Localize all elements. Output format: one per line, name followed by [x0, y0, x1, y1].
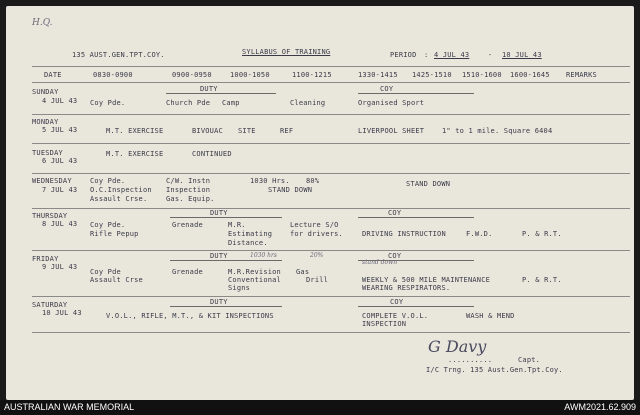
- col-date: DATE: [44, 71, 62, 79]
- thursday-item: P. & R.T.: [522, 230, 562, 238]
- friday-item: Coy Pde: [90, 268, 121, 276]
- signature: G Davy: [428, 337, 487, 356]
- thursday-item: Coy Pde.: [90, 221, 126, 229]
- sunday-duty-label: DUTY: [200, 85, 218, 93]
- friday-coy-label: COY: [388, 252, 402, 260]
- friday-day: FRIDAY: [32, 255, 59, 263]
- thursday-duty-label: DUTY: [210, 209, 228, 217]
- col-1100: 1100-1215: [292, 71, 332, 79]
- thursday-item: Rifle Pepup: [90, 230, 139, 238]
- document-title: SYLLABUS OF TRAINING: [242, 48, 331, 56]
- friday-item: WEEKLY & 500 MILE MAINTENANCE: [362, 276, 491, 284]
- monday-item: BIVOUAC: [192, 127, 223, 135]
- thursday-item: M.R.: [228, 221, 246, 229]
- thursday-date: 8 JUL 43: [42, 220, 78, 228]
- saturday-item: INSPECTION: [362, 320, 407, 328]
- wednesday-item: O.C.Inspection: [90, 186, 152, 194]
- thursday-item: Lecture S/O: [290, 221, 339, 229]
- sunday-item: Cleaning: [290, 99, 326, 107]
- archive-id: AWM2021.62.909: [564, 402, 636, 412]
- monday-item: LIVERPOOL SHEET: [358, 127, 425, 135]
- sunday-day: SUNDAY: [32, 88, 59, 96]
- sunday-item: Organised Sport: [358, 99, 425, 107]
- thursday-item: for drivers.: [290, 230, 343, 238]
- monday-item: SITE: [238, 127, 256, 135]
- table-top-rule: [32, 66, 630, 67]
- wednesday-day: WEDNESDAY: [32, 177, 72, 185]
- col-0830: 0830-0900: [93, 71, 133, 79]
- thursday-day: THURSDAY: [32, 212, 68, 220]
- friday-duty-label: DUTY: [210, 252, 228, 260]
- sunday-item: Camp: [222, 99, 240, 107]
- sunday-item: Church Pde: [166, 99, 211, 107]
- friday-item: Grenade: [172, 268, 203, 276]
- wednesday-item: Gas. Equip.: [166, 195, 215, 203]
- unit-name: 135 AUST.GEN.TPT.COY.: [72, 51, 165, 59]
- wednesday-item: Coy Pde.: [90, 177, 126, 185]
- sunday-coy-label: COY: [380, 85, 394, 93]
- friday-item: Gas: [296, 268, 310, 276]
- document-sheet: H.Q. 135 AUST.GEN.TPT.COY. SYLLABUS OF TRAINING PERIOD : 4 JUL 43 - 10 JUL 43 DATE 0830-0900 0900-0950 1000-1050 1100-1215 1330-1415 1425-1510 1510-1600 1600-1645 REMARKS DUTY COY SUNDAY 4 JUL 43 Coy Pde. Church Pde Camp Cleaning Organised Sport MONDAY 5 JUL 43 M.T. EXERCISE BIVOUAC SITE REF LIVERPOOL SHEET 1" to 1 mile. Square 6404 TUESDAY 6 JUL 43 M.T. EXERCISE CONTINUED WEDNESDAY 7 JUL 43 Coy Pde. O.C.Inspection Assault Crse. C/W. Instn Inspection Gas. Equip. 1030 Hrs. 80% STAND DOWN STAND DOWN DUTY COY THURSDAY 8 JUL 43 Coy Pde. Rifle Pepup Grenade M.R. Estimating Distance. Lecture S/O for drivers. DRIVING INSTRUCTION F.W.D. P. & R.T. DUTY 1030 hrs 20% COY stand down FRIDAY 9 JUL 43 Coy Pde Assault Crse Grenade M.R.Revision Conventional Signs Gas Drill WEEKLY & 500 MILE MAINTENANCE WEARING RESPIRATORS. P. & R.T. DUTY COY SATURDAY 10 JUL 43 V.O.L., RIFLE, M.T., & KIT INSPECTIONS COMPLETE V.O.L. INSPECTION WASH & MEND G Davy .......... Capt. I/C Trng. 135 Aust.Gen.Tpt.Coy.: [6, 6, 634, 400]
- wednesday-item: 80%: [306, 177, 320, 185]
- monday-item: 1" to 1 mile. Square 6404: [442, 127, 553, 135]
- wednesday-item: STAND DOWN: [406, 180, 451, 188]
- wednesday-item: 1030 Hrs.: [250, 177, 290, 185]
- period-label: PERIOD: [390, 51, 417, 59]
- col-remarks: REMARKS: [566, 71, 597, 79]
- tuesday-item: M.T. EXERCISE: [106, 150, 164, 158]
- monday-item: REF: [280, 127, 294, 135]
- thursday-item: Estimating: [228, 230, 273, 238]
- monday-date: 5 JUL 43: [42, 126, 78, 134]
- friday-handwritten-time: 1030 hrs: [250, 252, 277, 259]
- saturday-item: WASH & MEND: [466, 312, 515, 320]
- friday-item: P. & R.T.: [522, 276, 562, 284]
- friday-item: Conventional: [228, 276, 281, 284]
- saturday-date: 10 JUL 43: [42, 309, 82, 317]
- wednesday-item: Inspection: [166, 186, 211, 194]
- thursday-item: DRIVING INSTRUCTION: [362, 230, 446, 238]
- wednesday-item: Assault Crse.: [90, 195, 148, 203]
- archive-footer: [0, 400, 640, 415]
- signature-rank: Capt.: [518, 356, 541, 364]
- corner-note: H.Q.: [32, 18, 53, 28]
- saturday-item: COMPLETE V.O.L.: [362, 312, 429, 320]
- tuesday-day: TUESDAY: [32, 149, 63, 157]
- period-from: 4 JUL 43: [434, 51, 470, 59]
- col-1600: 1600-1645: [510, 71, 550, 79]
- col-0900: 0900-0950: [172, 71, 212, 79]
- signature-line: I/C Trng. 135 Aust.Gen.Tpt.Coy.: [426, 366, 563, 374]
- saturday-duty-label: DUTY: [210, 298, 228, 306]
- tuesday-date: 6 JUL 43: [42, 157, 78, 165]
- friday-item: Drill: [306, 276, 329, 284]
- tuesday-item: CONTINUED: [192, 150, 232, 158]
- friday-date: 9 JUL 43: [42, 263, 78, 271]
- monday-day: MONDAY: [32, 118, 59, 126]
- friday-handwritten-percent: 20%: [310, 252, 324, 259]
- saturday-coy-label: COY: [390, 298, 404, 306]
- wednesday-item: STAND DOWN: [268, 186, 313, 194]
- thursday-item: Grenade: [172, 221, 203, 229]
- col-1510: 1510-1600: [462, 71, 502, 79]
- col-1425: 1425-1510: [412, 71, 452, 79]
- friday-item: M.R.Revision: [228, 268, 281, 276]
- monday-item: M.T. EXERCISE: [106, 127, 164, 135]
- wednesday-item: C/W. Instn: [166, 177, 211, 185]
- header-bottom-rule: [32, 82, 630, 83]
- friday-handwritten-stand-down: stand down: [362, 259, 398, 266]
- wednesday-date: 7 JUL 43: [42, 186, 78, 194]
- friday-item: Assault Crse: [90, 276, 143, 284]
- sunday-item: Coy Pde.: [90, 99, 126, 107]
- sunday-date: 4 JUL 43: [42, 97, 78, 105]
- friday-item: Signs: [228, 284, 251, 292]
- period-to: 10 JUL 43: [502, 51, 542, 59]
- archive-name: AUSTRALIAN WAR MEMORIAL: [4, 402, 135, 412]
- thursday-item: Distance.: [228, 239, 268, 247]
- saturday-day: SATURDAY: [32, 301, 68, 309]
- friday-item: WEARING RESPIRATORS.: [362, 284, 451, 292]
- saturday-item: V.O.L., RIFLE, M.T., & KIT INSPECTIONS: [106, 312, 274, 320]
- col-1000: 1000-1050: [230, 71, 270, 79]
- col-1330: 1330-1415: [358, 71, 398, 79]
- thursday-coy-label: COY: [388, 209, 402, 217]
- thursday-item: F.W.D.: [466, 230, 493, 238]
